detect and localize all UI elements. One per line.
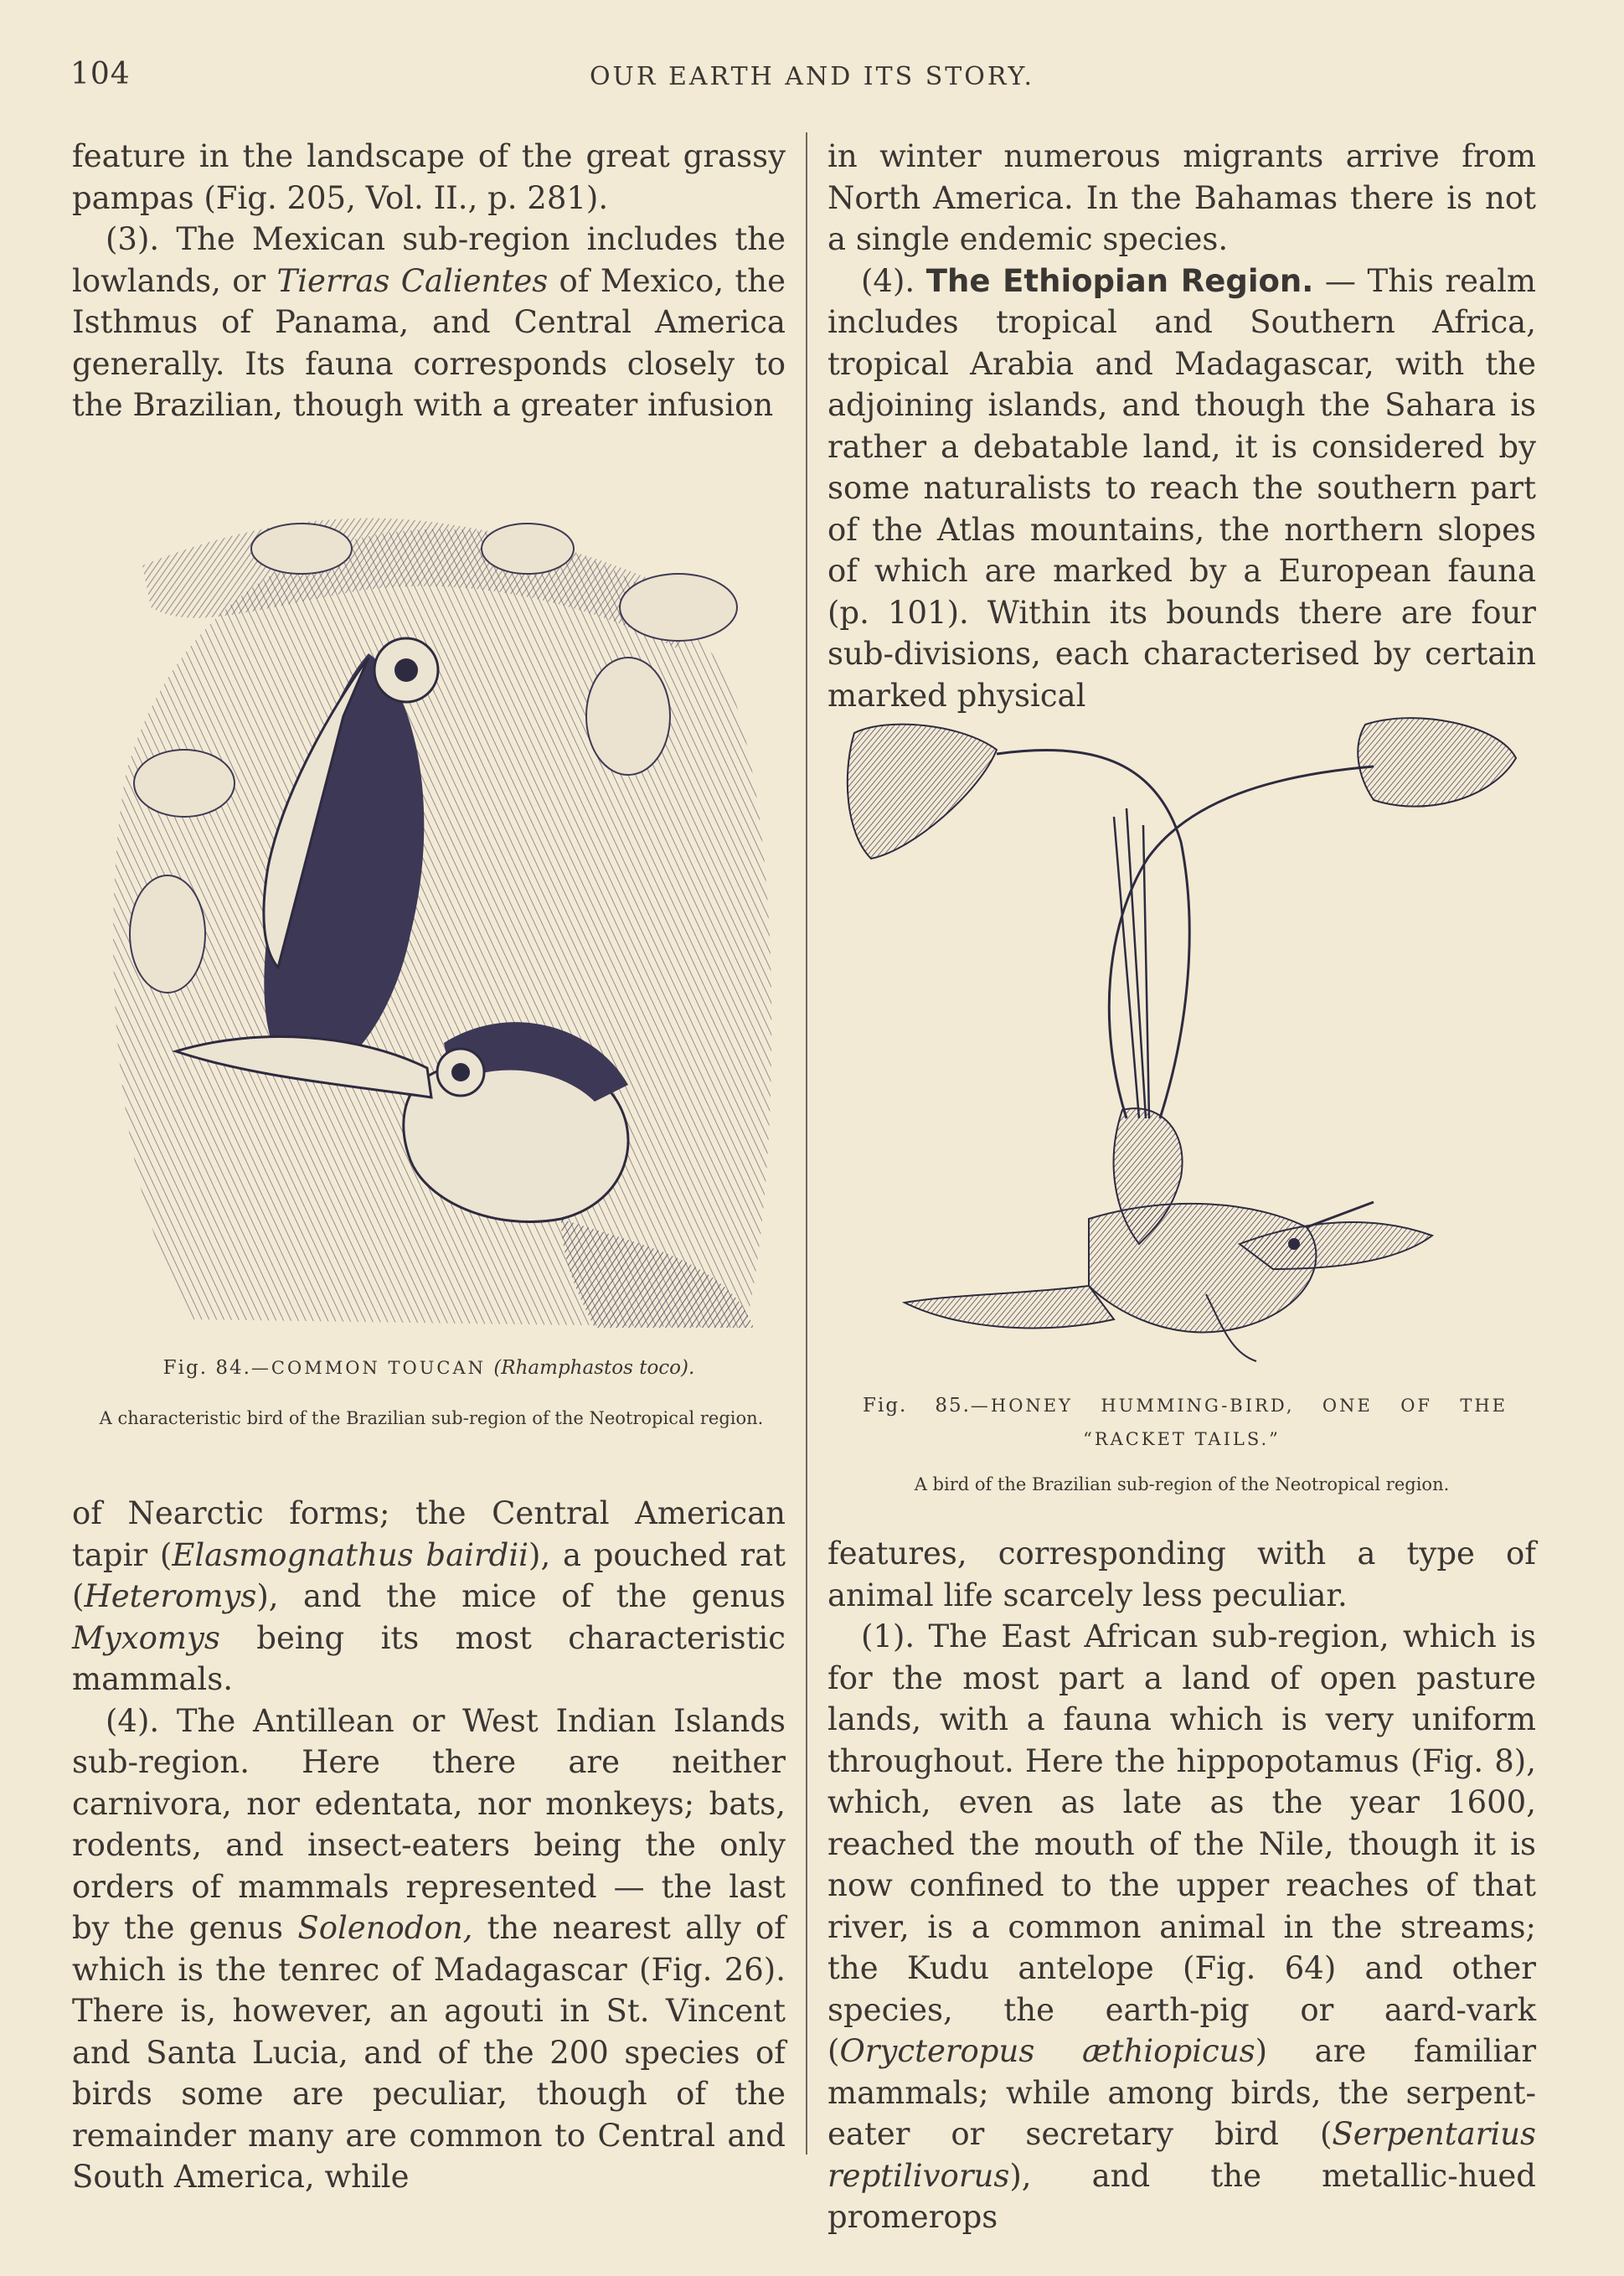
toucan-illustration [92, 498, 779, 1332]
left-column-bottom [72, 1493, 786, 2198]
fig84-caption: Fig. 84.—COMMON TOUCAN (Rhamphastos toco). [162, 1357, 695, 1379]
left-column-top [72, 136, 786, 426]
left-paragraph-4: (4). The Antillean or West Indian Islands sub-region. Here there are neither carnivora, nor edentata, nor monkeys; bats, rodents, and insect-eaters being the only orders of mammals represented — the last by the genus Solenodon, the nearest ally of which is the tenrec of Madagascar (Fig. 26). There is, however, an agouti in St. Vincent and Santa Lucia, and of the 200 species of birds some are peculiar, though of the remainder many are common to Central and South America, while [72, 1702, 786, 2195]
right-column-bottom [827, 1533, 1536, 2238]
right-paragraph-4: (1). The East African sub-region, which is for the most part a land of open pasture lands, with a fauna which is very uniform throughout. Here the hippopotamus (Fig. 8), which, even as late as the year 1600, reached the mouth of the Nile, though it is now confined to the upper reaches of that river, is a common animal in the streams; the Kudu antelope (Fig. 64) and other species, the earth-pig or aard-vark (Orycteropus æthiopicus) are familiar mammals; while among birds, the serpent-eater or secretary bird (Serpentarius reptilivorus), and the metallic-hued promerops [827, 1618, 1537, 2235]
fig85-caption-line2: “RACKET TAILS.” [1083, 1429, 1281, 1449]
right-paragraph-1: in winter numerous migrants arrive from North America. In the Bahamas there is not a single endemic species. [827, 138, 1536, 257]
fig85-note: A bird of the Brazilian sub-region of the Neotropical region. [914, 1474, 1450, 1494]
column-divider [806, 132, 807, 2155]
page-header [0, 57, 1624, 99]
left-paragraph-2: (3). The Mexican sub-region includes the lowlands, or Tierras Calientes of Mexico, the Isthmus of Panama, and Central America generally. Its fauna corresponds closely to the Brazilian, though with a greater infusion [72, 221, 786, 423]
right-column-top [827, 136, 1536, 716]
running-head: OUR EARTH AND ITS STORY. [589, 62, 1035, 91]
left-paragraph-1: feature in the landscape of the great grassy pampas (Fig. 205, Vol. II., p. 281). [72, 138, 786, 216]
fig85-caption: Fig. 85.—HONEY HUMMING-BIRD, ONE OF THE [863, 1395, 1508, 1417]
page-number: 104 [70, 57, 131, 91]
ethiopian-region-heading: The Ethiopian Region. [925, 262, 1314, 299]
right-paragraph-2: (4). The Ethiopian Region. — This realm includes tropical and Southern Africa, tropical Arabia and Madagascar, with the adjoining islands, and though the Sahara is rather a debatable land, it is considered by some naturalists to reach the southern part of the Atlas mountains, the northern slopes of which are marked by a European fauna (p. 101). Within its bounds there are four sub-divisions, each characterised by certain marked physical [827, 262, 1536, 714]
fig84-note: A characteristic bird of the Brazilian sub-region of the Neotropical region. [99, 1408, 764, 1428]
hummingbird-illustration [838, 708, 1533, 1386]
left-paragraph-3: of Nearctic forms; the Central American tapir (Elasmognathus bairdii), a pouched rat (Heteromys), and the mice of the genus Myxomys being its most characteristic mammals. [72, 1495, 786, 1697]
right-paragraph-3: features, corresponding with a type of animal life scarcely less peculiar. [827, 1535, 1536, 1613]
